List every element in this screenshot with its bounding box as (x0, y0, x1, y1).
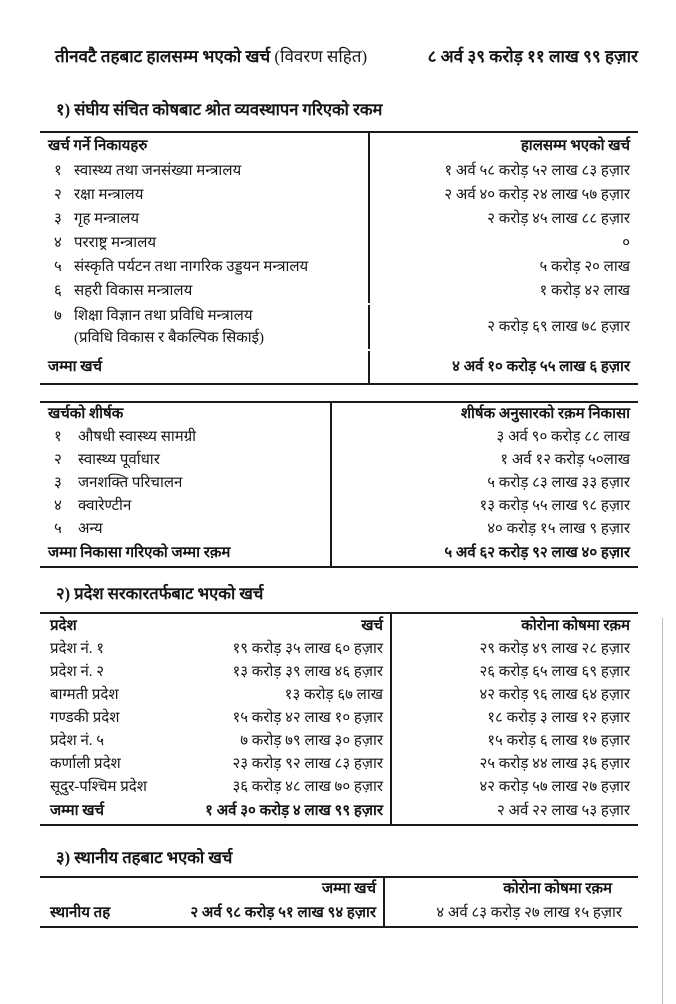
corona-fund-value: १५ करोड़ ६ लाख १७ हज़ार (487, 733, 630, 749)
row-number: ३ (54, 211, 62, 227)
table-row (40, 183, 638, 207)
ministry-name: परराष्ट्र मन्त्रालय (74, 235, 157, 251)
province-name: सूदुर-पश्चिम प्रदेश (50, 779, 147, 795)
province-expense: ३६ करोड़ ४८ लाख ७० हज़ार (232, 779, 383, 795)
table-row (40, 495, 638, 518)
row-number: २ (54, 452, 62, 468)
header-total-expense: जम्मा खर्च (321, 881, 376, 897)
total-corona-fund: २ अर्व २२ लाख ५३ हज़ार (497, 803, 630, 819)
row-number: ४ (54, 498, 62, 514)
heading-name: स्वास्थ्य पूर्वाधार (78, 452, 160, 468)
table-row (40, 426, 638, 449)
header-corona-fund: कोरोना कोषमा रक़म (503, 881, 612, 897)
province-name: प्रदेश नं. ५ (50, 733, 105, 749)
table-row (40, 776, 638, 799)
header-released-amount: शीर्षक अनुसारको रक़म निकासा (460, 406, 630, 422)
header-expense-heading: खर्चको शीर्षक (40, 403, 332, 426)
table-row (40, 159, 638, 183)
header-province: प्रदेश (50, 618, 77, 634)
ministry-name: रक्षा मन्त्रालय (74, 187, 144, 203)
total-label: जम्मा खर्च (40, 351, 370, 383)
expense-value: २ करोड़ ४५ लाख ८८ हज़ार (487, 211, 630, 227)
province-name: बाग्मती प्रदेश (50, 687, 119, 703)
row-number: १ (54, 163, 62, 179)
released-value: ५ करोड़ ८३ लाख ३३ हज़ार (487, 475, 630, 491)
table-row (40, 518, 638, 541)
local-level-table (40, 876, 638, 928)
row-number: ३ (54, 475, 62, 491)
header-agencies: खर्च गर्ने निकायहरु (40, 133, 370, 159)
section2-heading: २) प्रदेश सरकारतर्फबाट भएको खर्च (56, 584, 264, 603)
table-header-row (40, 614, 638, 638)
table-header-row (40, 878, 638, 901)
table-total-row (40, 799, 638, 824)
grand-total-amount: ८ अर्व ३९ करोड़ ११ लाख ९९ हज़ार (427, 47, 638, 66)
province-expense: ७ करोड़ ७९ लाख ३० हज़ार (240, 733, 383, 749)
row-number: ६ (54, 283, 62, 299)
table-row (40, 279, 638, 303)
scan-artifact-line (662, 618, 663, 1004)
released-value: ४० करोड़ १५ लाख ९ हज़ार (487, 521, 630, 537)
expense-value: ५ करोड़ २० लाख (539, 259, 630, 275)
corona-fund-value: ४ अर्व ८३ करोड़ २७ लाख १५ हज़ार (436, 905, 622, 921)
table-row (40, 472, 638, 495)
expense-value: २ करोड़ ६९ लाख ७८ हज़ार (487, 319, 630, 335)
heading-name: औषधी स्वास्थ्य सामग्री (78, 429, 197, 445)
table-row (40, 753, 638, 776)
expense-value: १ अर्व ५८ करोड़ ५२ लाख ८३ हज़ार (444, 163, 630, 179)
document-title (55, 44, 367, 70)
section3-heading: ३) स्थानीय तहबाट भएको खर्च (56, 848, 233, 867)
total-value: ४ अर्व १० करोड़ ५५ लाख ६ हज़ार (452, 359, 630, 375)
row-number: ५ (54, 259, 62, 275)
table-row (40, 730, 638, 753)
table-row (40, 449, 638, 472)
ministry-name: शिक्षा विज्ञान तथा प्रविधि मन्त्रालय (74, 308, 253, 324)
row-number: ७ (54, 308, 62, 324)
heading-name: क्वारेण्टीन (78, 498, 132, 514)
province-name: प्रदेश नं. २ (50, 664, 105, 680)
province-expense: १५ करोड़ ४२ लाख १० हज़ार (232, 710, 383, 726)
ministry-name: संस्कृति पर्यटन तथा नागरिक उड्डयन मन्त्रालय (74, 259, 309, 275)
corona-fund-value: २९ करोड़ ४९ लाख २८ हज़ार (479, 641, 630, 657)
table-header-row (40, 403, 638, 426)
row-number: ५ (54, 521, 62, 537)
total-value: ५ अर्व ६२ करोड़ ९२ लाख ४० हज़ार (444, 545, 630, 561)
expense-value: ० (622, 235, 630, 251)
province-expense-table (40, 612, 638, 826)
province-expense: २३ करोड़ ९२ लाख ८३ हज़ार (232, 756, 383, 772)
total-label: जम्मा निकासा गरिएको जम्मा रक़म (40, 541, 332, 566)
row-number: १ (54, 429, 62, 445)
header-expense: खर्च (361, 618, 383, 634)
row-number: २ (54, 187, 62, 203)
table-row (40, 707, 638, 730)
section1-heading: १) संघीय संचित कोषबाट श्रोत व्यवस्थापन गरिएको रकम (56, 100, 383, 119)
heading-name: जनशक्ति परिचालन (78, 475, 183, 491)
table-row (40, 684, 638, 707)
federal-expense-table (40, 131, 638, 385)
ministry-subtitle: (प्रविधि विकास र बैकल्पिक सिकाई) (74, 330, 265, 346)
province-expense: १३ करोड़ ६७ लाख (284, 687, 383, 703)
total-expense: १ अर्व ३० करोड़ ४ लाख ९९ हज़ार (205, 803, 383, 819)
corona-fund-value: ४२ करोड़ ९६ लाख ६४ हज़ार (479, 687, 630, 703)
table-total-row (40, 541, 638, 566)
table-row (40, 255, 638, 279)
row-number: ४ (54, 235, 62, 251)
document-title-row (55, 44, 638, 70)
header-corona-fund: कोरोना कोषमा रक़म (521, 618, 630, 634)
released-value: १३ करोड़ ५५ लाख ९८ हज़ार (479, 498, 630, 514)
total-label: जम्मा खर्च (50, 803, 105, 819)
local-expense-value: २ अर्व ९८ करोड़ ५१ लाख ९४ हज़ार (190, 905, 376, 921)
province-name: प्रदेश नं. १ (50, 641, 105, 657)
heading-name: अन्य (78, 521, 103, 537)
header-expense-to-date: हालसम्म भएको खर्च (520, 138, 630, 154)
table-row (40, 231, 638, 255)
title-suffix: (विवरण सहित) (274, 47, 368, 66)
province-expense: १९ करोड़ ३५ लाख ६० हज़ार (232, 641, 383, 657)
corona-fund-value: १८ करोड़ ३ लाख १२ हज़ार (487, 710, 630, 726)
table-row (40, 901, 638, 926)
corona-fund-value: ४२ करोड़ ५७ लाख २७ हज़ार (479, 779, 630, 795)
ministry-name: स्वास्थ्य तथा जनसंख्या मन्त्रालय (74, 163, 242, 179)
ministry-name: सहरी विकास मन्त्रालय (74, 283, 193, 299)
document-page (0, 44, 676, 1004)
table-total-row (40, 351, 638, 383)
table-row (40, 303, 638, 351)
ministry-name: गृह मन्त्रालय (74, 211, 140, 227)
title-text: तीनवटै तहबाट हालसम्म भएको खर्च (55, 47, 271, 66)
table-row (40, 207, 638, 231)
local-level-label: स्थानीय तह (50, 905, 111, 921)
corona-fund-value: २६ करोड़ ६५ लाख ६९ हज़ार (479, 664, 630, 680)
released-value: ३ अर्व ९० करोड़ ८८ लाख (496, 429, 630, 445)
expense-value: २ अर्व ४० करोड़ २४ लाख ५७ हज़ार (444, 187, 630, 203)
table-row (40, 638, 638, 661)
released-value: १ अर्व १२ करोड़ ५०लाख (500, 452, 630, 468)
province-name: कर्णाली प्रदेश (50, 756, 121, 772)
expense-headings-table (40, 401, 638, 568)
table-row (40, 661, 638, 684)
expense-value: १ करोड़ ४२ लाख (539, 283, 630, 299)
province-name: गण्डकी प्रदेश (50, 710, 120, 726)
corona-fund-value: २५ करोड़ ४४ लाख ३६ हज़ार (479, 756, 630, 772)
province-expense: १३ करोड़ ३९ लाख ४६ हज़ार (232, 664, 383, 680)
table-header-row (40, 133, 638, 159)
